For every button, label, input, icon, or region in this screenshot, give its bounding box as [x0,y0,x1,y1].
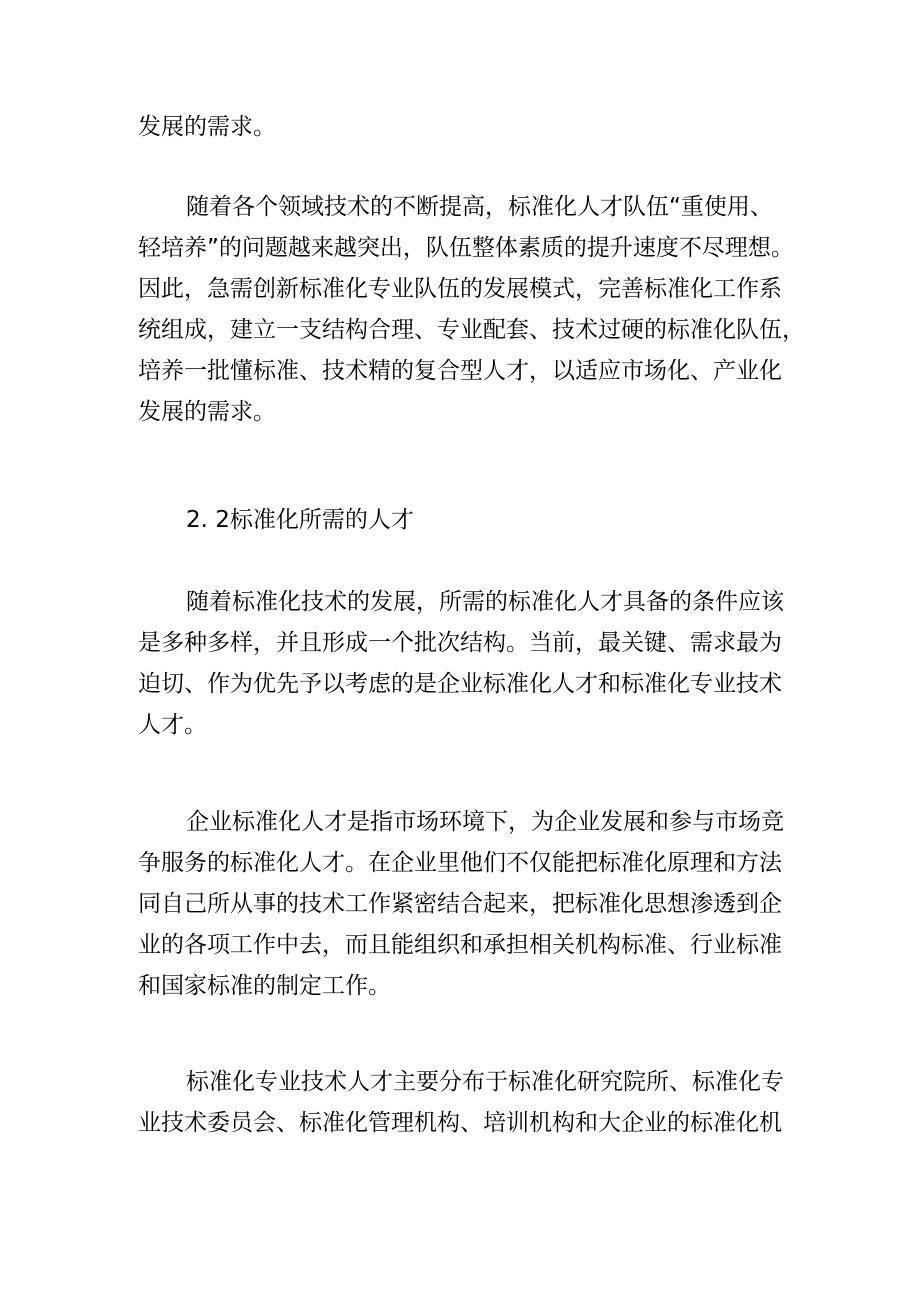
text-line: 标准化专业技术人才主要分布于标准化研究院所、标准化专 [186,1069,784,1095]
text-line: 因此，急需创新标准化专业队伍的发展模式，完善标准化工作系 [138,276,782,302]
text-line: 人才。 [138,712,207,738]
text-line: 发展的需求。 [138,114,276,140]
text-line: 迫切、作为优先予以考虑的是企业标准化人才和标准化专业技术 [138,671,782,697]
text-line: 随着各个领域技术的不断提高，标准化人才队伍“重使用、 [186,194,773,220]
text-line: 统组成，建立一支结构合理、专业配套、技术过硬的标准化队伍， [138,317,805,343]
text-line: 培养一批懂标准、技术精的复合型人才，以适应市场化、产业化 [138,358,782,384]
text-line: 轻培养”的问题越来越突出，队伍整体素质的提升速度不尽理想。 [138,235,794,261]
text-line: 同自己所从事的技术工作紧密结合起来，把标准化思想渗透到企 [138,891,782,917]
text-line: 业技术委员会、标准化管理机构、培训机构和大企业的标准化机 [138,1110,782,1136]
text-line: 和国家标准的制定工作。 [138,973,391,999]
text-line: 争服务的标准化人才。在企业里他们不仅能把标准化原理和方法 [138,850,782,876]
text-line: 业的各项工作中去，而且能组织和承担相关机构标准、行业标准 [138,932,782,958]
section-heading: 2. 2标准化所需的人才 [186,507,414,533]
text-line: 发展的需求。 [138,399,276,425]
text-line: 是多种多样，并且形成一个批次结构。当前，最关键、需求最为 [138,630,782,656]
text-line: 随着标准化技术的发展，所需的标准化人才具备的条件应该 [186,589,784,615]
text-line: 企业标准化人才是指市场环境下，为企业发展和参与市场竞 [186,809,784,835]
